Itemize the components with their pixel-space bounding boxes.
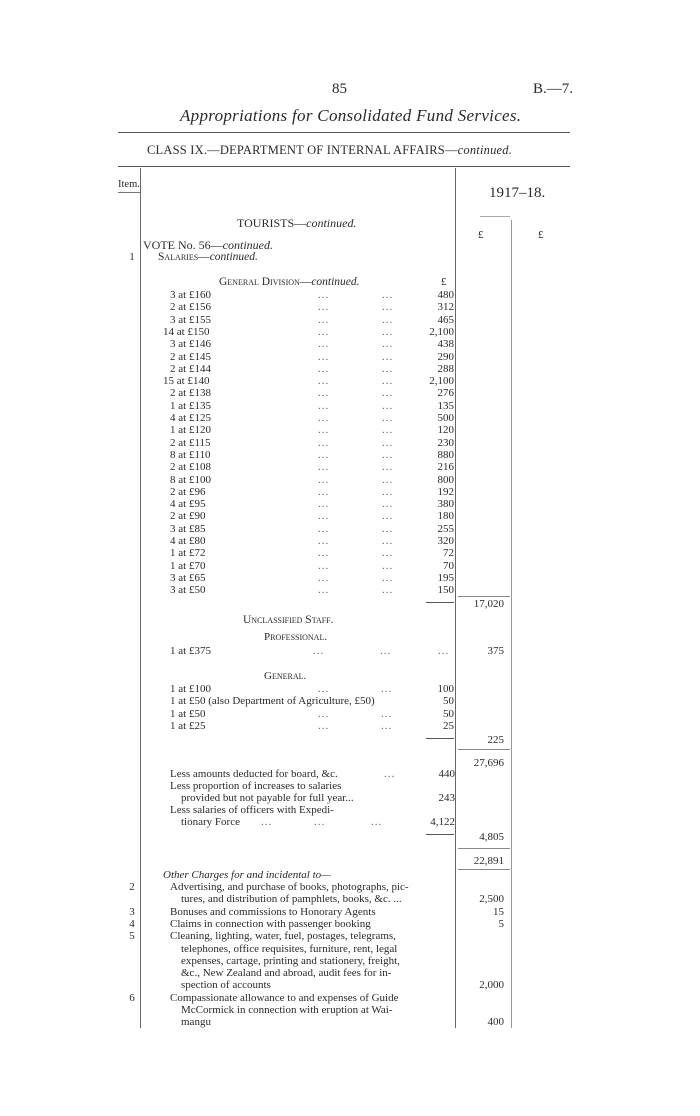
salary-rate: 2 at £145 xyxy=(170,350,211,363)
salary-amount: 2,100 xyxy=(429,375,454,388)
general-rate: 1 at £25 xyxy=(170,719,206,732)
salary-row: 2 at £144 ... ... 288 xyxy=(170,362,454,375)
charge-item-number: 3 xyxy=(129,905,135,918)
salary-rate: 2 at £138 xyxy=(170,387,211,400)
class-heading: CLASS IX.—DEPARTMENT OF INTERNAL AFFAIRS—continued. xyxy=(147,143,513,157)
amount-column-border xyxy=(455,168,456,1028)
general-amount: 100 xyxy=(437,683,454,695)
salary-amount: 72 xyxy=(443,547,454,560)
net-total: 22,891 xyxy=(473,855,504,867)
item-label-rule xyxy=(118,192,140,193)
class-rule xyxy=(118,166,570,167)
salary-amount: 135 xyxy=(437,399,454,412)
salary-amount: 288 xyxy=(437,362,454,375)
document-reference: B.—7. xyxy=(533,81,574,97)
salary-rate: 2 at £108 xyxy=(170,461,211,474)
salary-amount: 880 xyxy=(437,448,454,461)
salary-rate: 2 at £144 xyxy=(170,362,211,375)
salary-row: 2 at £156 ... ... 312 xyxy=(170,301,454,314)
charge-item-number: 5 xyxy=(129,930,135,943)
professional-row: 1 at £375 ... ... ... xyxy=(170,645,450,657)
pound-sign: £ xyxy=(441,276,447,288)
deductions-rule xyxy=(426,834,454,835)
salary-amount: 195 xyxy=(437,571,454,584)
professional-heading: Professional. xyxy=(264,631,328,643)
professional-total: 375 xyxy=(487,645,504,657)
charge-description-line: Compassionate allowance to and expenses of Guide xyxy=(170,991,399,1004)
salary-rate: 8 at £110 xyxy=(170,448,211,461)
general-rate: 1 at £50 xyxy=(170,707,206,720)
salary-row: 3 at £85 ... ... 255 xyxy=(170,522,454,535)
charge-description-line: telephones, office requisites, furniture, rent, legal xyxy=(181,942,398,955)
salary-row: 2 at £145 ... ... 290 xyxy=(170,350,454,363)
salary-row: 3 at £160 ... ... 480 xyxy=(170,289,454,301)
charge-amount: 2,000 xyxy=(479,979,504,992)
salary-rate: 1 at £72 xyxy=(170,547,206,560)
deductions-total: 4,805 xyxy=(479,831,504,843)
salary-amount: 500 xyxy=(437,412,454,424)
salary-rate: 15 at £140 xyxy=(163,375,210,388)
charge-description-line: Claims in connection with passenger booking xyxy=(170,917,371,930)
charge-description-line: expenses, cartage, printing and stationery, freight, xyxy=(181,954,400,967)
salary-row: 8 at £110 ... ... 880 xyxy=(170,448,454,461)
charge-amount: 5 xyxy=(498,917,504,930)
other-charges-heading: Other Charges for and incidental to— xyxy=(163,869,331,881)
salary-amount: 2,100 xyxy=(429,325,454,338)
general-row xyxy=(170,695,455,707)
salary-amount: 180 xyxy=(437,510,454,523)
salary-amount: 320 xyxy=(437,535,454,547)
salary-rate: 8 at £100 xyxy=(170,473,211,486)
general-row: 1 at £50 ... ... 50 xyxy=(170,707,454,720)
salary-rate: 3 at £50 xyxy=(170,584,206,597)
salary-rate: 3 at £160 xyxy=(170,289,211,301)
unclassified-heading: Unclassified Staff. xyxy=(243,614,334,626)
title-rule xyxy=(118,132,570,133)
increases-amount: 243 xyxy=(438,792,455,804)
general-division-heading: General Division—continued. xyxy=(219,276,360,288)
salary-row: 2 at £138 ... ... 276 xyxy=(170,387,454,400)
salary-rate: 4 at £95 xyxy=(170,498,206,511)
salary-row: 1 at £70 ... ... 70 xyxy=(170,559,454,572)
vote-heading: VOTE No. 56—continued. xyxy=(143,238,273,252)
item-number: 1 xyxy=(129,251,135,263)
force-line-1: Less salaries of officers with Expedi- xyxy=(170,804,334,816)
charge-description-line: &c., New Zealand and abroad, audit fees for in- xyxy=(181,967,392,980)
charge-description-line: mangu xyxy=(181,1016,211,1029)
pound-header-1: £ xyxy=(478,229,484,241)
salary-amount: 192 xyxy=(437,485,454,498)
general-heading: General. xyxy=(264,670,307,682)
gross-rule xyxy=(458,749,510,750)
salary-row: 3 at £155 ... ... 465 xyxy=(170,313,454,326)
salary-amount: 255 xyxy=(437,522,454,535)
charge-amount: 2,500 xyxy=(479,893,504,906)
general-amount: 50 xyxy=(443,695,454,708)
increases-line-2: provided but not payable for full year... xyxy=(181,792,354,804)
salary-amount: 438 xyxy=(437,338,454,351)
charge-item-number: 2 xyxy=(129,881,135,893)
salary-amount: 230 xyxy=(437,436,454,449)
salary-amount: 312 xyxy=(437,301,454,314)
general-rule xyxy=(426,738,454,739)
force-amount: 4,122 xyxy=(430,816,455,828)
board-deduction: Less amounts deducted for board, &c. ... xyxy=(170,768,396,780)
salary-row: 3 at £50 ... ... 150 xyxy=(170,584,454,597)
charge-amount: 15 xyxy=(493,905,504,918)
salary-amount: 150 xyxy=(437,584,454,597)
general-amount: 50 xyxy=(443,707,454,720)
charge-description-line: McCormick in connection with eruption at Wai- xyxy=(181,1004,393,1016)
salary-row: 1 at £135 ... ... 135 xyxy=(170,399,454,412)
salary-row: 4 at £125 ... ... 500 xyxy=(170,412,454,424)
general-row: 1 at £100 ... ... 100 xyxy=(170,683,454,695)
salary-rate: 3 at £146 xyxy=(170,338,211,351)
salaries-heading: Salaries—continued. xyxy=(158,251,258,263)
salary-rate: 3 at £155 xyxy=(170,313,211,326)
salary-rate: 2 at £90 xyxy=(170,510,206,523)
salary-row: 4 at £80 ... ... 320 xyxy=(170,535,454,547)
item-column-border xyxy=(140,168,141,1028)
salary-amount: 216 xyxy=(437,461,454,474)
salary-rate: 2 at £156 xyxy=(170,301,211,314)
salary-row: 15 at £140 ... ... 2,100 xyxy=(163,375,454,388)
salary-rate: 1 at £120 xyxy=(170,424,211,437)
general-division-rule xyxy=(426,602,454,603)
general-amount: 25 xyxy=(443,719,454,732)
charge-description-line: tures, and distribution of pamphlets, books, &c. ... xyxy=(181,893,402,906)
charge-description-line: Cleaning, lighting, water, fuel, postages, telegrams, xyxy=(170,930,396,943)
salary-rate: 2 at £115 xyxy=(170,436,211,449)
salary-rate: 1 at £70 xyxy=(170,559,206,572)
increases-line-1: Less proportion of increases to salaries xyxy=(170,780,342,792)
salary-rate: 3 at £65 xyxy=(170,571,206,584)
salary-amount: 480 xyxy=(437,289,454,301)
salary-row: 8 at £100 ... ... 800 xyxy=(170,473,454,486)
net-rule xyxy=(458,848,510,849)
board-amount: 440 xyxy=(438,768,455,780)
page-title: Appropriations for Consolidated Fund Services. xyxy=(180,106,522,125)
charge-description-line: Bonuses and commissions to Honorary Agents xyxy=(170,905,376,918)
financial-year: 1917–18. xyxy=(489,185,546,201)
gross-total: 27,696 xyxy=(473,757,504,769)
salary-rate: 3 at £85 xyxy=(170,522,206,535)
salary-amount: 276 xyxy=(437,387,454,400)
salary-amount: 70 xyxy=(443,559,454,572)
general-rate: 1 at £50 (also Department of Agriculture, £50) xyxy=(170,695,375,708)
salary-amount: 465 xyxy=(437,313,454,326)
page-number: 85 xyxy=(332,81,347,97)
salary-amount: 380 xyxy=(437,498,454,511)
salary-rate: 4 at £125 xyxy=(170,412,211,424)
net-underline xyxy=(458,869,510,870)
salary-row: 1 at £72 ... ... 72 xyxy=(170,547,454,560)
salary-rate: 4 at £80 xyxy=(170,535,206,547)
salary-row: 4 at £95 ... ... 380 xyxy=(170,498,454,511)
salary-row: 1 at £120 ... ... 120 xyxy=(170,424,454,437)
year-rule xyxy=(480,216,510,217)
salary-row: 2 at £90 ... ... 180 xyxy=(170,510,454,523)
general-total: 225 xyxy=(487,734,504,746)
general-rate: 1 at £100 xyxy=(170,683,211,695)
total-rule xyxy=(458,596,510,597)
tourists-heading: TOURISTS—continued. xyxy=(237,216,357,230)
salary-rate: 14 at £150 xyxy=(163,325,210,338)
salary-row: 2 at £115 ... ... 230 xyxy=(170,436,454,449)
salary-rate: 1 at £135 xyxy=(170,399,211,412)
inner-amount-border xyxy=(511,220,512,1028)
salary-amount: 800 xyxy=(437,473,454,486)
charge-item-number: 4 xyxy=(129,917,135,930)
item-column-label: Item. xyxy=(118,179,140,190)
force-line-2: tionary Force ... ... ... xyxy=(181,816,383,828)
pound-header-2: £ xyxy=(538,229,544,241)
salary-row: 2 at £96 ... ... 192 xyxy=(170,485,454,498)
general-division-total: 17,020 xyxy=(473,598,504,610)
salary-row: 3 at £146 ... ... 438 xyxy=(170,338,454,351)
salary-amount: 120 xyxy=(437,424,454,437)
salary-rate: 2 at £96 xyxy=(170,485,206,498)
salary-row: 3 at £65 ... ... 195 xyxy=(170,571,454,584)
salary-row: 2 at £108 ... ... 216 xyxy=(170,461,454,474)
charge-item-number: 6 xyxy=(129,991,135,1004)
charge-amount: 400 xyxy=(487,1016,504,1029)
charge-description-line: spection of accounts xyxy=(181,979,271,992)
charge-description-line: Advertising, and purchase of books, photographs, pic- xyxy=(170,881,409,893)
salary-row: 14 at £150 ... ... 2,100 xyxy=(163,325,454,338)
general-row: 1 at £25 ... ... 25 xyxy=(170,719,454,732)
salary-amount: 290 xyxy=(437,350,454,363)
